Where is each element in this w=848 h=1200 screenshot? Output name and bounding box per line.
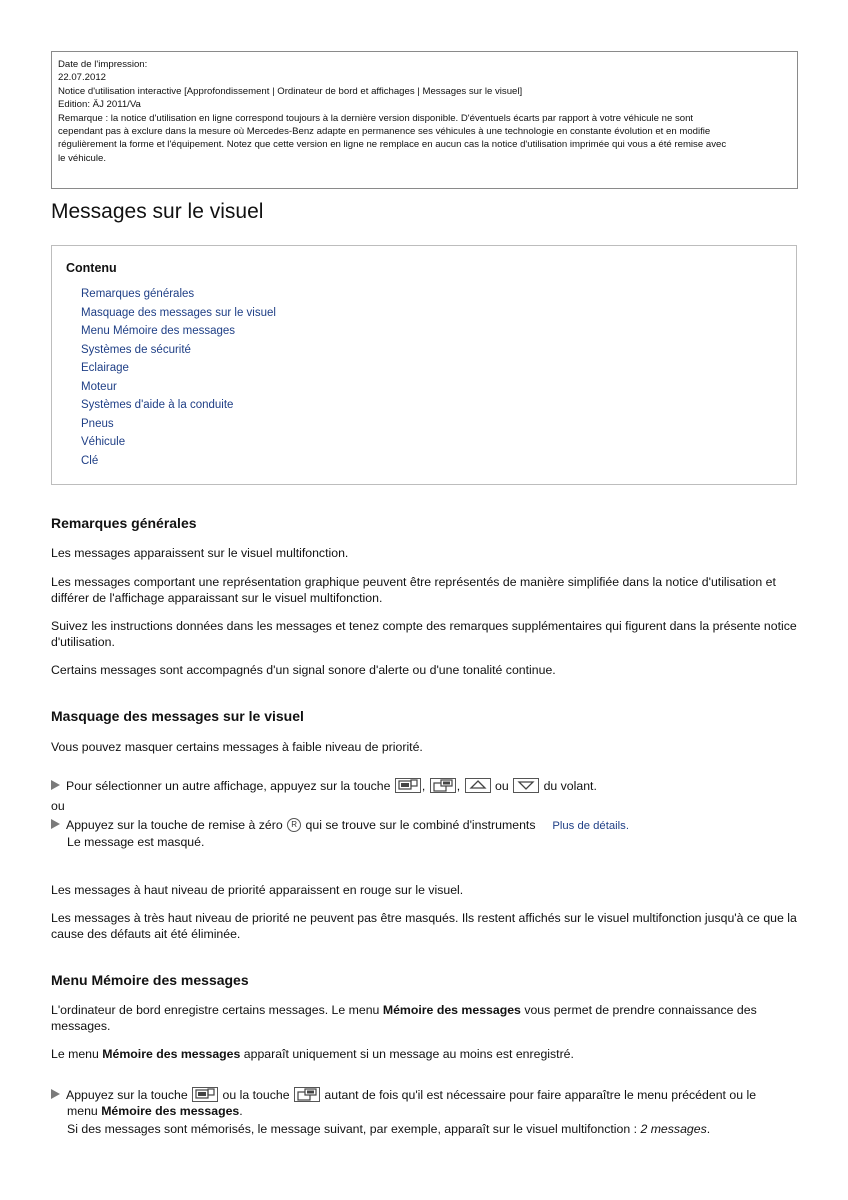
section-title-remarques: Remarques générales [51,515,197,531]
print-date: 22.07.2012 [58,72,107,84]
down-button-icon [513,778,539,793]
toc-link-memoire[interactable]: Menu Mémoire des messages [81,325,236,337]
up-button-icon [465,778,491,793]
bullet-triangle-icon [51,1089,60,1099]
bullet-triangle-icon [51,780,60,790]
paragraph: Les messages comportant une représentation graphique peuvent être représentés de manière simplifiée dans la notice d'utilisation et différer de l'affichage apparaissant sur le visuel multifonction. [51,575,776,606]
step-result: Le message est masqué. [67,835,205,849]
toc-link-remarques-generales[interactable]: Remarques générales [81,288,195,300]
paragraph: Certains messages sont accompagnés d'un signal sonore d'alerte ou d'une tonalité continue. [51,663,556,677]
more-details-link[interactable]: Plus de détails [552,820,626,832]
toc-link-pneus[interactable]: Pneus [81,417,114,430]
step-text: Pour sélectionner un autre affichage, appuyez sur la touche [66,779,391,793]
print-header-box [51,51,798,189]
remark-line: le véhicule. [58,152,106,164]
paragraph: Suivez les instructions données dans les messages et tenez compte des remarques supplémentaires qui figurent dans la présente notice d'utilisation. [51,619,797,650]
paragraph: Le menu Mémoire des messages apparaît uniquement si un message au moins est enregistré. [51,1047,574,1061]
page-title: Messages sur le visuel [51,200,264,223]
remark-line: Remarque : la notice d'utilisation en ligne correspond toujours à la dernière version disponible. D'éventuels écarts par rapport à votre véhicule ne sont [58,112,694,124]
or-separator: ou [51,799,65,813]
toc-link-vehicule[interactable]: Véhicule [81,436,126,448]
reset-button-icon: R [287,818,301,832]
toc-link-moteur[interactable]: Moteur [81,380,117,393]
instruction-step: Appuyez sur la touche ou la touche autant de fois qu'il est nécessaire pour faire apparaître le menu précédent ou le [51,1087,756,1103]
instruction-step: Pour sélectionner un autre affichage, appuyez sur la touche , , ou du volant. [51,778,597,794]
page-forward-button-icon [395,778,421,793]
edition: Edition: ÄJ 2011/Va [58,99,141,111]
step-result: Si des messages sont mémorisés, le message suivant, par exemple, apparaît sur le visuel multifonction : 2 messages. [67,1122,711,1136]
paragraph: Les messages apparaissent sur le visuel multifonction. [51,546,349,560]
toc-link-cle[interactable]: Clé [81,454,99,467]
paragraph: Les messages à haut niveau de priorité apparaissent en rouge sur le visuel. [51,883,464,897]
page-back-button-icon [294,1087,320,1102]
step-continuation: menu Mémoire des messages. [67,1104,243,1118]
section-title-masquage: Masquage des messages sur le visuel [51,708,304,724]
instruction-step: Appuyez sur la touche de remise à zéro R qui se trouve sur le combiné d'instruments Plus de détails. [51,817,629,834]
paragraph: L'ordinateur de bord enregistre certains messages. Le menu Mémoire des messages vous permet de prendre connaissance des messages. [51,1003,757,1034]
notice-path: Notice d'utilisation interactive [Approfondissement | Ordinateur de bord et affichages | Messages sur le visuel] [58,85,523,97]
paragraph: Vous pouvez masquer certains messages à faible niveau de priorité. [51,740,423,754]
toc-link-eclairage[interactable]: Eclairage [81,362,129,374]
toc-link-aide-conduite[interactable]: Systèmes d'aide à la conduite [81,399,234,411]
bullet-triangle-icon [51,819,60,829]
page-back-button-icon [430,778,456,793]
page-forward-button-icon [192,1087,218,1102]
remark-line: régulièrement la forme et l'équipement. Notez que cette version en ligne ne remplace en aucun cas la notice d'utilisation imprimée qui vous a été remise avec [58,139,727,151]
section-title-memoire: Menu Mémoire des messages [51,972,249,988]
paragraph: Les messages à très haut niveau de priorité ne peuvent pas être masqués. Ils restent affichés sur le visuel multifonction jusqu'à ce que la cause des défauts ait été éliminée. [51,911,797,942]
print-date-label: Date de l'impression: [58,59,148,70]
toc-list [81,285,276,470]
table-of-contents [51,245,797,485]
toc-link-securite[interactable]: Systèmes de sécurité [81,343,191,356]
toc-link-masquage[interactable]: Masquage des messages sur le visuel [81,306,276,319]
toc-heading: Contenu [66,261,117,275]
remark-line: cependant pas à exclure dans la mesure où Mercedes-Benz adapte en permanence ses véhicules à une technologie en constante évolution et en modifie [58,126,711,138]
